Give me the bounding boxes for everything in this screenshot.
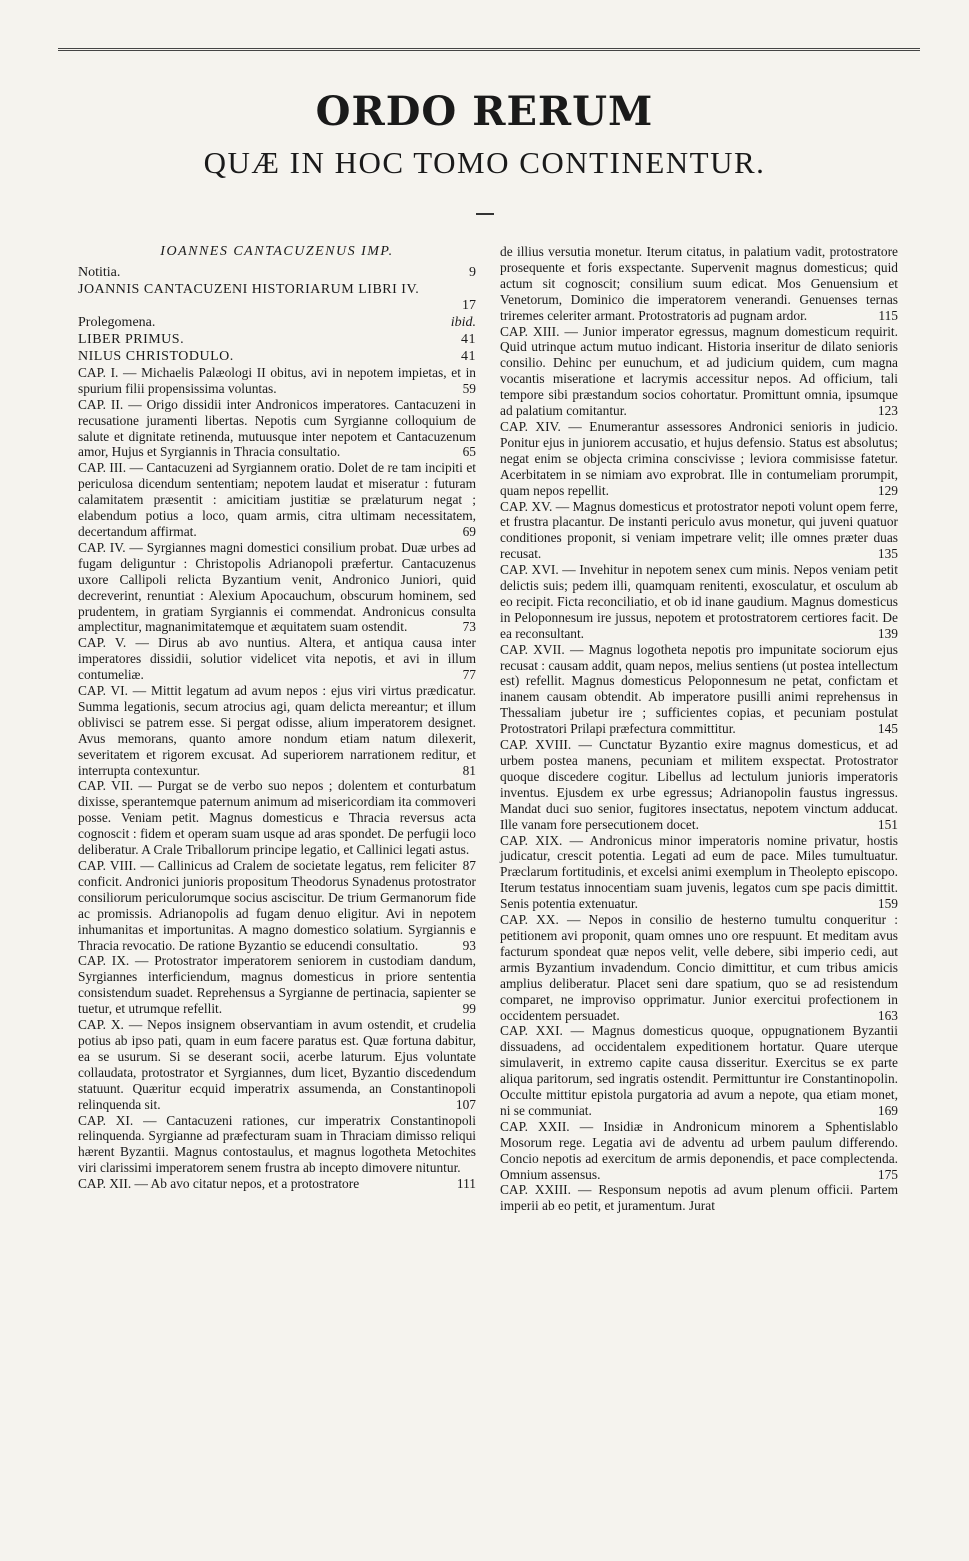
chapter-page: 151 (877, 816, 898, 832)
chapter-entry (500, 562, 898, 642)
chapter-entry (78, 778, 476, 873)
chapter-text: CAP. II. — Origo dissidii inter Andronicos imperatores. Cantacuzeni in recusatione juramenti libertas. Nepotis cum Syrgianne colloquium de salute et dignitate retinenda, mutuusque inter nepotem et Cantacuzenum amor, Hujus et Syrgiannis in Thracia consultatio. (78, 396, 476, 460)
chapter-entry (500, 833, 898, 913)
chapter-text: CAP. I. — Michaelis Palæologi II obitus, avi in nepotem impietas, et in spurium filii propensissima voluntas. (78, 364, 476, 396)
chapter-entry (78, 1176, 476, 1192)
chapter-text: CAP. XV. — Magnus domesticus et protostrator nepoti volunt opem ferre, et frustra placantur. De instanti periculo avus monetur, qui juveni quatuor conditiones proponit, si veniam impetrare velit; ille omnes præter duas recusat. (500, 498, 898, 562)
chapter-text: CAP. XXII. — Insidiæ in Andronicum minorem a Sphentislablo Mosorum rege. Legatia avi de adventu ad urbem paulum differendo. Concio nepotis ad exercitum de armis deponendis, et pace complectenda. Omnium assensus. (500, 1118, 898, 1182)
chapter-text: CAP. XI. — Cantacuzeni rationes, cur imperatrix Constantinopoli relinquenda. Syrgianne ad præfecturam suam in Thraciam dimisso reliqui hærent Byzantii. Magnus contostaulus, et magnus logotheta Metochites viri clarissimi imperatorem senem frustra ab incepto dimovere nituntur. (78, 1112, 476, 1176)
chapter-page: 169 (877, 1102, 898, 1118)
chapter-entry (78, 460, 476, 540)
page-title: ORDO RERUM (315, 88, 654, 135)
chapter-page: 69 (462, 523, 476, 539)
toc-historiarum (78, 281, 476, 298)
chapter-entry (500, 499, 898, 563)
chapter-entry (78, 365, 476, 397)
chapter-entry (78, 953, 476, 1017)
chapter-entry (500, 324, 898, 419)
chapter-page: 87 (462, 858, 476, 873)
toc-label: JOANNIS CANTACUZENI HISTORIARUM LIBRI IV. (78, 281, 420, 297)
chapter-text: CAP. V. — Dirus ab avo nuntius. Altera, et antiqua causa inter imperatores dissidii, solutior videlicet vita nepotis, et avi in illum contumeliæ. (78, 635, 476, 683)
chapter-text: CAP. XVII. — Magnus logotheta nepotis pro impunitate sociorum ejus recusat : causam addit, quam nepos, melius sentiens (ut postea intellectum est) refellit. Magnus domesticus Peloponnesum ne petat, confictam et inanem causam obtendit. Ab imperatore pusilli animi reprehensus in Thessaliam jubetur ire ; sufficientes copias, et pecuniam postulat Protostratori Prilapi præfectura committitur. (500, 641, 898, 737)
page-subtitle: QUÆ IN HOC TOMO CONTINENTUR. (203, 145, 766, 180)
chapter-page: 123 (877, 403, 898, 419)
chapter-text: CAP. XVI. — Invehitur in nepotem senex cum minis. Nepos veniam petit delictis suis; pedem illi, quamquam renitenti, exosculatur, et osculum ab eo recipit. Ficta reconciliatio, et ob id inane gaudium. Magnus domesticus in Peloponnesum ire jussus, nepotem et protostratorem certiores facit. De ea reconsultant. (500, 562, 898, 641)
toc-page: 9 (469, 264, 476, 280)
chapter-entry (78, 858, 476, 953)
chapter-page: 129 (877, 482, 898, 498)
chapter-entry (78, 683, 476, 778)
right-column (500, 244, 898, 1214)
chapter-entry (78, 397, 476, 461)
chapter-entry (500, 1023, 898, 1118)
chapter-page: 163 (877, 1007, 898, 1023)
left-entry-list (78, 365, 476, 1192)
chapter-text: CAP. IX. — Protostrator imperatorem seniorem in custodiam dandum, Syrgiannes interficiendum, magnus domesticus in priore sententia consistendum suadet. Reprehensus a Syrgianne de pertinacia, sapienter se tuetur, et utrumque refellit. (78, 953, 476, 1017)
chapter-entry (500, 1119, 898, 1183)
chapter-page: 77 (462, 667, 476, 683)
chapter-page: 111 (456, 1176, 476, 1192)
chapter-page: 93 (462, 937, 476, 953)
toc-page: 41 (461, 348, 476, 364)
chapter-text: de illius versutia monetur. Iterum citatus, in palatium vadit, protostratore prosequente et foris exspectante. Supervenit magnus domesticus; quid actum sit cognoscit; consilium suum edicat. Mos Genuensium et Venetorum, Dominico die imperatorem venerandi. Genuenses ternas triremes celeriter armant. Protostratoris ad pugnam ardor. (500, 244, 898, 323)
emperor-heading: IOANNES CANTACUZENUS IMP. (160, 244, 394, 259)
chapter-entry (500, 244, 898, 324)
chapter-text: CAP. VIII. — Callinicus ad Cralem de societate legatus, rem feliciter conficit. Andronici junioris propositum Theodorus Synadenus protostrator consiliorum periculorumque socius asciscitur. De trium Germanorum fide ac promissis. Adrianopolis ad fugam denuo eligitur. Avi in nepotem inhumanitas et importunitas. A magno domestico solatium. Syrgiannis e Thracia revocatio. De ratione Byzantio se educendi consultatio. (78, 858, 476, 953)
title-divider (476, 213, 494, 215)
toc-label: LIBER PRIMUS. (78, 331, 185, 347)
chapter-entry (500, 912, 898, 1023)
chapter-page: 159 (877, 896, 898, 912)
toc-label: Notitia. (78, 264, 121, 280)
chapter-page: 65 (462, 444, 476, 460)
chapter-page: 175 (877, 1166, 898, 1182)
chapter-text: CAP. XIV. — Enumerantur assessores Andronici senioris in judicio. Ponitur ejus in juniorem accusatio, et hujus defensio. Status est absolutus; negat enim se objecta crimina conscivisse ; leviora commisisse fatetur. Acerbitatem in se nimiam avo exprobrat. Ille in contumeliam prorumpit, quam nepos repellit. (500, 418, 898, 498)
chapter-page: 107 (455, 1096, 476, 1112)
top-rule (58, 48, 920, 51)
chapter-text: CAP. VI. — Mittit legatum ad avum nepos : ejus viri virtus prædicatur. Summa legationis, secum atrocius agi, quam delicta mereantur; et illum oblivisci se patrem esse. Si pergat odisse, alium imperatorem designet. Avus memorans, quanto amore nondum etiam natum dilexerit, severitatem et rigorem excusat. Ad superiorem narrationem reditur, et interrupta contexuntur. (78, 683, 476, 778)
chapter-entry (78, 540, 476, 635)
toc-nilus (78, 348, 476, 365)
toc-label: NILUS CHRISTODULO. (78, 348, 234, 364)
left-column (78, 244, 476, 1192)
chapter-entry (500, 419, 898, 499)
chapter-text: CAP. XIII. — Junior imperator egressus, magnum domesticum requirit. Quid utrinque actum mutuo indicant. Historia inseritur de dilato senioris consilio. Dehinc per eunuchum, et ad judicium quidem, cum magna vocantis miseratione et lacrymis accessitur nepos. Ad officium, tali tempore sibi præstandum socios cohortatur. Promittunt omnia, ipsumque ad palatium comitantur. (500, 323, 898, 419)
toc-notitia (78, 264, 476, 281)
chapter-page: 139 (877, 625, 898, 641)
toc-page: 17 (462, 297, 476, 313)
toc-label: Prolegomena. (78, 314, 156, 330)
toc-liber-primus (78, 331, 476, 348)
chapter-entry (78, 1017, 476, 1112)
chapter-page: 73 (462, 619, 476, 635)
chapter-text: CAP. XXIII. — Responsum nepotis ad avum plenum officii. Partem imperii ab eo petit, et juramentum. Jurat (500, 1182, 898, 1214)
chapter-entry (78, 635, 476, 683)
chapter-page: 115 (878, 307, 898, 323)
toc-page: 41 (461, 331, 476, 347)
chapter-page: 59 (462, 380, 476, 396)
chapter-entry (500, 642, 898, 737)
chapter-text: CAP. XII. — Ab avo citatur nepos, et a protostratore (78, 1176, 360, 1192)
chapter-text: CAP. XVIII. — Cunctatur Byzantio exire magnus domesticus, et ad urbem postea manens, pecuniam et militem exspectat. Protostrator quoque discedere cogitur. Libellus ad lectulum junioris imperatoris inventus. Ejusdem ex urbe egressus; Adrianopolin faustus ingressus. Mandat duci suo senior, fugitores insectatus, nepotem vinctum adducat. Ille vanam fore persecutionem docet. (500, 737, 898, 832)
chapter-text: CAP. VII. — Purgat se de verbo suo nepos ; dolentem et conturbatum dixisse, sperantemque paternum animum ad misericordiam ita commoveri posse. Veniam petit. Magnus domesticus e Thracia reversus acta cognoscit : fidem et operam suam usque ad aras spondet. De perfugii loco deliberatur. A Crale Triballorum principe legatio, et Callinici legati astus. (78, 778, 476, 858)
chapter-page: 81 (462, 762, 476, 778)
chapter-entry (500, 737, 898, 832)
toc-page: ibid. (450, 314, 476, 330)
right-entry-list (500, 244, 898, 1214)
chapter-page: 135 (877, 546, 898, 562)
chapter-text: CAP. IV. — Syrgiannes magni domestici consilium probat. Duæ urbes ad fugam deliguntur : Christopolis Adrianopoli præfertur. Cantacuzenus uxore Callipoli relicta Byzantium venit, Andronico Juniori, quid decreverint, renuntiat : Alexium Apocauchum, obscurum hominem, sed prudentem, in gratiam Syrgiannis ei commendat. Andronicus consulta amplectitur, magnanimitatemque et æquitatem suam ostendit. (78, 539, 476, 635)
chapter-entry (500, 1182, 898, 1214)
chapter-page: 99 (462, 1001, 476, 1017)
chapter-text: CAP. XXI. — Magnus domesticus quoque, oppugnationem Byzantii dissuadens, ad occidentalem expeditionem hortatur. Quare uterque simulaverit, in extremo capite causa disseritur. Exercitus se ex parte aliqua paritorum, sed ingratis ostendit. Permittuntur ire Constantinopolin. Occulte mittitur epistola purgatoria ad avum a nepote, qua etiam monet, ni se communiat. (500, 1023, 898, 1118)
chapter-text: CAP. XIX. — Andronicus minor imperatoris nomine privatur, hostis judicatur, crescit potentia. Legati ad eum de pace. Miles tumultuatur. Præclarum fortitudinis, et excelsi animi exemplum in Theolepto episcopo. Iterum testatus innocentiam suam juvenis, legatos cum spe pacis dimittit. Senis potentia extenuatur. (500, 832, 898, 912)
chapter-page: 145 (877, 721, 898, 737)
toc-prolegomena (78, 314, 476, 331)
chapter-text: CAP. III. — Cantacuzeni ad Syrgiannem oratio. Dolet de re tam incipiti et periculosa dicendum sententiam; nepotem laudat et miseratur : futuram calamitatem præsentit : amicitiam justitiæ se prælaturum negat ; elabendum potius a loco, quam armis, citra ultimam necessitatem, decertandum affirmat. (78, 460, 476, 539)
chapter-text: CAP. XX. — Nepos in consilio de hesterno tumultu conqueritur : petitionem avi proponit, quam omnes uno ore respuunt. Et meditam avus facturum spondeat quæ nepos velit, velle debere, sibi imperio cedi, aut armis Byzantium invadendum. Concio dimittitur, et cum tribus amicis amplius deliberatur. Placet seni dare spatium, quo se ad resistendum comparet, ne improviso opprimatur. Junior exercitui profectionem in occidentem persuadet. (500, 912, 898, 1023)
chapter-text: CAP. X. — Nepos insignem observantiam in avum ostendit, et crudelia potius ab ipso pati, quam in eum facere paratus est. Quæ fortuna dabitur, ea se usurum. Si se deserant socii, acerbe laturum. Ejus voluntate collaudata, protostrator et Syrgiannes, dum licet, Byzantio discedendum statuunt. Quæritur ecquid imperatrix assumenda, an Constantinopoli relinquenda sit. (78, 1017, 476, 1112)
